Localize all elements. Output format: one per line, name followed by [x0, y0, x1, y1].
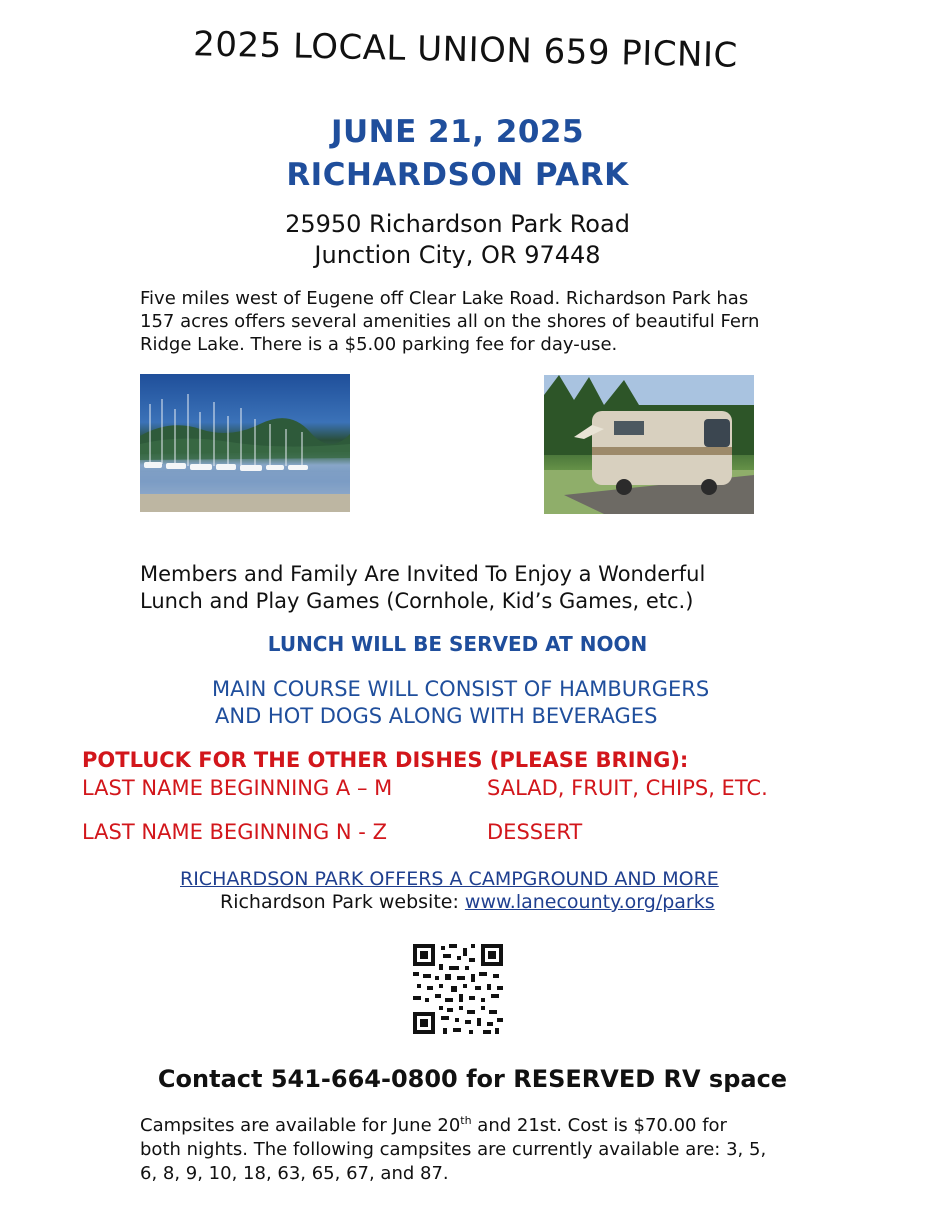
campsites-text	[140, 1114, 830, 1186]
campsites-text-part: and 21st. Cost is $70.00 for	[471, 1115, 727, 1136]
menu-line: MAIN COURSE WILL CONSIST OF HAMBURGERS	[212, 677, 710, 701]
event-date: JUNE 21, 2025	[330, 114, 585, 150]
campsites-line: 6, 8, 9, 10, 18, 63, 65, 67, and 87.	[140, 1163, 449, 1184]
campsites-line: both nights. The following campsites are currently available are: 3, 5,	[140, 1139, 767, 1160]
description-line: Five miles west of Eugene off Clear Lake Road. Richardson Park has	[140, 288, 749, 309]
address-line-1: 25950 Richardson Park Road	[285, 210, 630, 238]
qr-code	[413, 944, 503, 1034]
campsites-line	[140, 1114, 830, 1138]
menu-text	[212, 676, 832, 730]
description-line: Ridge Lake. There is a $5.00 parking fee for day-use.	[140, 334, 618, 355]
marina-photo-art	[140, 374, 350, 512]
menu-line: AND HOT DOGS ALONG WITH BEVERAGES	[215, 704, 658, 728]
marina-photo	[140, 374, 350, 512]
potluck-group: LAST NAME BEGINNING N - Z	[82, 820, 387, 844]
website-link[interactable]: www.lanecounty.org/parks	[464, 891, 715, 913]
website-label: Richardson Park website:	[220, 891, 465, 913]
page-title: 2025 LOCAL UNION 659 PICNIC	[192, 24, 739, 76]
invitation-text	[140, 561, 840, 615]
campground-link[interactable]: RICHARDSON PARK OFFERS A CAMPGROUND AND MORE	[180, 868, 719, 890]
event-venue: RICHARDSON PARK	[286, 157, 629, 193]
rv-campsite-photo	[544, 375, 754, 514]
potluck-dish: SALAD, FRUIT, CHIPS, ETC.	[487, 776, 768, 800]
potluck-group: LAST NAME BEGINNING A – M	[82, 776, 393, 800]
description-line: 157 acres offers several amenities all on the shores of beautiful Fern	[140, 311, 760, 332]
potluck-row	[82, 820, 582, 844]
invite-line: Members and Family Are Invited To Enjoy a Wonderful	[140, 562, 706, 586]
website-line	[220, 891, 715, 913]
potluck-row	[82, 776, 768, 800]
campsites-superscript: th	[460, 1114, 472, 1127]
campsites-text-part: Campsites are available for June 20	[140, 1115, 461, 1136]
address-line-2: Junction City, OR 97448	[314, 241, 601, 269]
potluck-dish: DESSERT	[487, 820, 583, 844]
contact-line: Contact 541-664-0800 for RESERVED RV space	[157, 1065, 788, 1093]
invite-line: Lunch and Play Games (Cornhole, Kid’s Games, etc.)	[140, 589, 694, 613]
rv-photo-art	[544, 375, 754, 514]
potluck-heading: POTLUCK FOR THE OTHER DISHES (PLEASE BRING):	[82, 748, 689, 772]
lunch-time: LUNCH WILL BE SERVED AT NOON	[267, 632, 648, 656]
park-description	[140, 287, 830, 356]
